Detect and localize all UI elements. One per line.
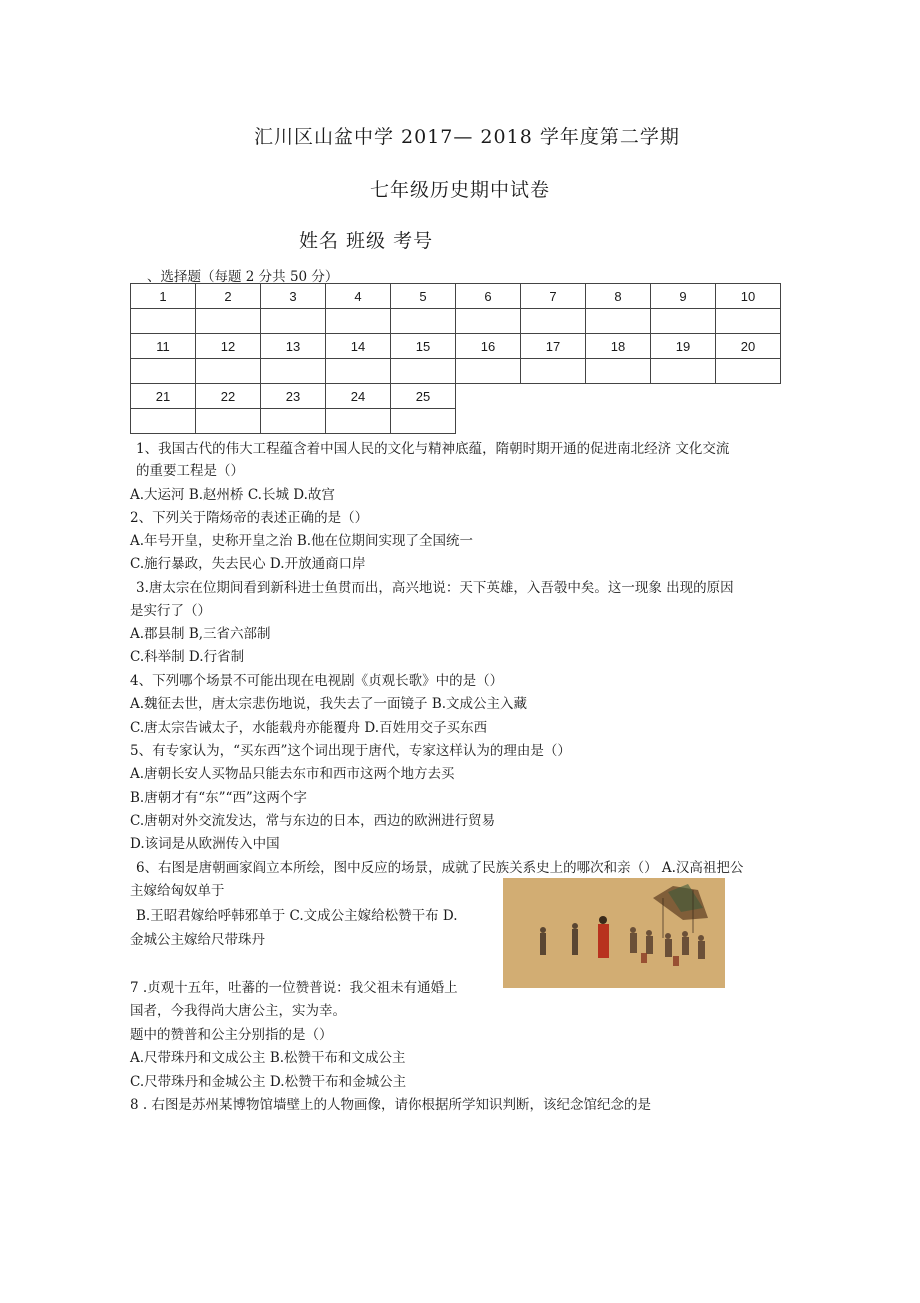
answer-cell[interactable]	[586, 359, 651, 384]
grid-num: 7	[521, 284, 586, 309]
question-5: 5、有专家认为，“买东西”这个词出现于唐代，专家这样认为的理由是（）	[130, 743, 571, 759]
grid-num: 5	[391, 284, 456, 309]
answer-cell[interactable]	[391, 409, 456, 434]
answer-cell[interactable]	[521, 309, 586, 334]
question-1-options: A.大运河 B.赵州桥 C.长城 D.故宫	[130, 487, 335, 503]
question-2: 2、下列关于隋炀帝的表述正确的是（）	[130, 510, 369, 526]
answer-grid-number-row	[131, 384, 781, 409]
grid-num: 3	[261, 284, 326, 309]
question-4: 4、下列哪个场景不可能出现在电视剧《贞观长歌》中的是（）	[130, 673, 504, 689]
answer-cell[interactable]	[391, 359, 456, 384]
answer-cell[interactable]	[131, 359, 196, 384]
answer-grid-number-row	[131, 284, 781, 309]
page-title-line1: 汇川区山盆中学 2017— 2018 学年度第二学期	[254, 126, 680, 148]
question-3-options-1: A.郡县制 B,三省六部制	[130, 626, 271, 642]
grid-num: 15	[391, 334, 456, 359]
answer-cell[interactable]	[261, 309, 326, 334]
answer-cell[interactable]	[456, 309, 521, 334]
question-2-options-2: C.施行暴政，失去民心 D.开放通商口岸	[130, 556, 366, 572]
answer-cell[interactable]	[716, 309, 781, 334]
answer-cell[interactable]	[326, 409, 391, 434]
grid-num: 23	[261, 384, 326, 409]
grid-num: 14	[326, 334, 391, 359]
question-7-options-2: C.尺带珠丹和金城公主 D.松赞干布和金城公主	[130, 1074, 407, 1090]
grid-num: 8	[586, 284, 651, 309]
question-5-option-b: B.唐朝才有“东”“西”这两个字	[130, 790, 307, 806]
answer-grid-blank-row	[131, 409, 781, 434]
question-1-line1: 1、我国古代的伟大工程蕴含着中国人民的文化与精神底蕴，隋朝时期开通的促进南北经济 文化交流	[136, 441, 730, 457]
answer-cell[interactable]	[131, 409, 196, 434]
answer-cell[interactable]	[196, 409, 261, 434]
grid-num: 1	[131, 284, 196, 309]
answer-cell[interactable]	[131, 309, 196, 334]
question-5-option-d: D.该词是从欧洲传入中国	[130, 836, 280, 852]
page-title-line2: 七年级历史期中试卷	[370, 179, 551, 201]
answer-cell[interactable]	[391, 309, 456, 334]
grid-num: 6	[456, 284, 521, 309]
grid-num: 16	[456, 334, 521, 359]
answer-grid-blank-row	[131, 359, 781, 384]
answer-grid-blank-row	[131, 309, 781, 334]
question-7-line2: 国者，今我得尚大唐公主，实为幸。	[130, 1003, 346, 1019]
grid-num: 20	[716, 334, 781, 359]
student-info: 姓名 班级 考号	[299, 230, 434, 252]
answer-cell[interactable]	[651, 309, 716, 334]
grid-num: 19	[651, 334, 716, 359]
grid-num: 2	[196, 284, 261, 309]
question-3-line1: 3.唐太宗在位期间看到新科进士鱼贯而出，高兴地说：天下英雄，入吾彀中矣。这一现象 出现的原因	[136, 580, 734, 596]
grid-num: 17	[521, 334, 586, 359]
question-6-line1: 6、右图是唐朝画家阎立本所绘，图中反应的场景，成就了民族关系史上的哪次和亲（） A.汉高祖把公	[136, 860, 744, 876]
question-7-line1: 7 .贞观十五年，吐蕃的一位赞普说：我父祖未有通婚上	[130, 980, 458, 996]
grid-num: 13	[261, 334, 326, 359]
question-3-line2: 是实行了（）	[130, 603, 211, 619]
answer-cell[interactable]	[326, 359, 391, 384]
question-8: 8 . 右图是苏州某博物馆墙壁上的人物画像，请你根据所学知识判断，该纪念馆纪念的是	[130, 1097, 651, 1113]
answer-cell[interactable]	[586, 309, 651, 334]
answer-cell[interactable]	[651, 359, 716, 384]
grid-num: 4	[326, 284, 391, 309]
answer-cell[interactable]	[521, 359, 586, 384]
answer-cell[interactable]	[196, 309, 261, 334]
question-4-options-2: C.唐太宗告诫太子，水能载舟亦能覆舟 D.百姓用交子买东西	[130, 720, 488, 736]
answer-cell[interactable]	[326, 309, 391, 334]
question-5-option-c: C.唐朝对外交流发达，常与东边的日本，西边的欧洲进行贸易	[130, 813, 496, 829]
question-5-option-a: A.唐朝长安人买物品只能去东市和西市这两个地方去买	[130, 766, 455, 782]
grid-num: 24	[326, 384, 391, 409]
answer-grid-number-row	[131, 334, 781, 359]
grid-num: 22	[196, 384, 261, 409]
answer-grid	[130, 283, 781, 434]
grid-num: 12	[196, 334, 261, 359]
grid-num: 10	[716, 284, 781, 309]
answer-cell[interactable]	[196, 359, 261, 384]
answer-cell[interactable]	[261, 359, 326, 384]
section-heading: 、选择题（每题 2 分共 50 分）	[147, 269, 339, 285]
grid-num: 11	[131, 334, 196, 359]
question-7-options-1: A.尺带珠丹和文成公主 B.松赞干布和文成公主	[130, 1050, 406, 1066]
grid-num: 18	[586, 334, 651, 359]
question-7-line3: 题中的赞普和公主分别指的是（）	[130, 1027, 333, 1043]
tang-painting-image	[503, 878, 725, 988]
question-3-options-2: C.科举制 D.行省制	[130, 649, 245, 665]
question-1-line2: 的重要工程是（）	[136, 463, 244, 479]
question-2-options-1: A.年号开皇，史称开皇之治 B.他在位期间实现了全国统一	[130, 533, 474, 549]
answer-cell[interactable]	[716, 359, 781, 384]
answer-cell[interactable]	[261, 409, 326, 434]
grid-num: 9	[651, 284, 716, 309]
question-6-line3: B.王昭君嫁给呼韩邪单于 C.文成公主嫁给松赞干布 D.	[136, 908, 458, 924]
grid-num: 21	[131, 384, 196, 409]
question-4-options-1: A.魏征去世，唐太宗悲伤地说，我失去了一面镜子 B.文成公主入藏	[130, 696, 528, 712]
answer-cell[interactable]	[456, 359, 521, 384]
grid-num: 25	[391, 384, 456, 409]
question-6-line4: 金城公主嫁给尺带珠丹	[130, 932, 265, 948]
question-6-line2: 主嫁给匈奴单于	[130, 883, 225, 899]
